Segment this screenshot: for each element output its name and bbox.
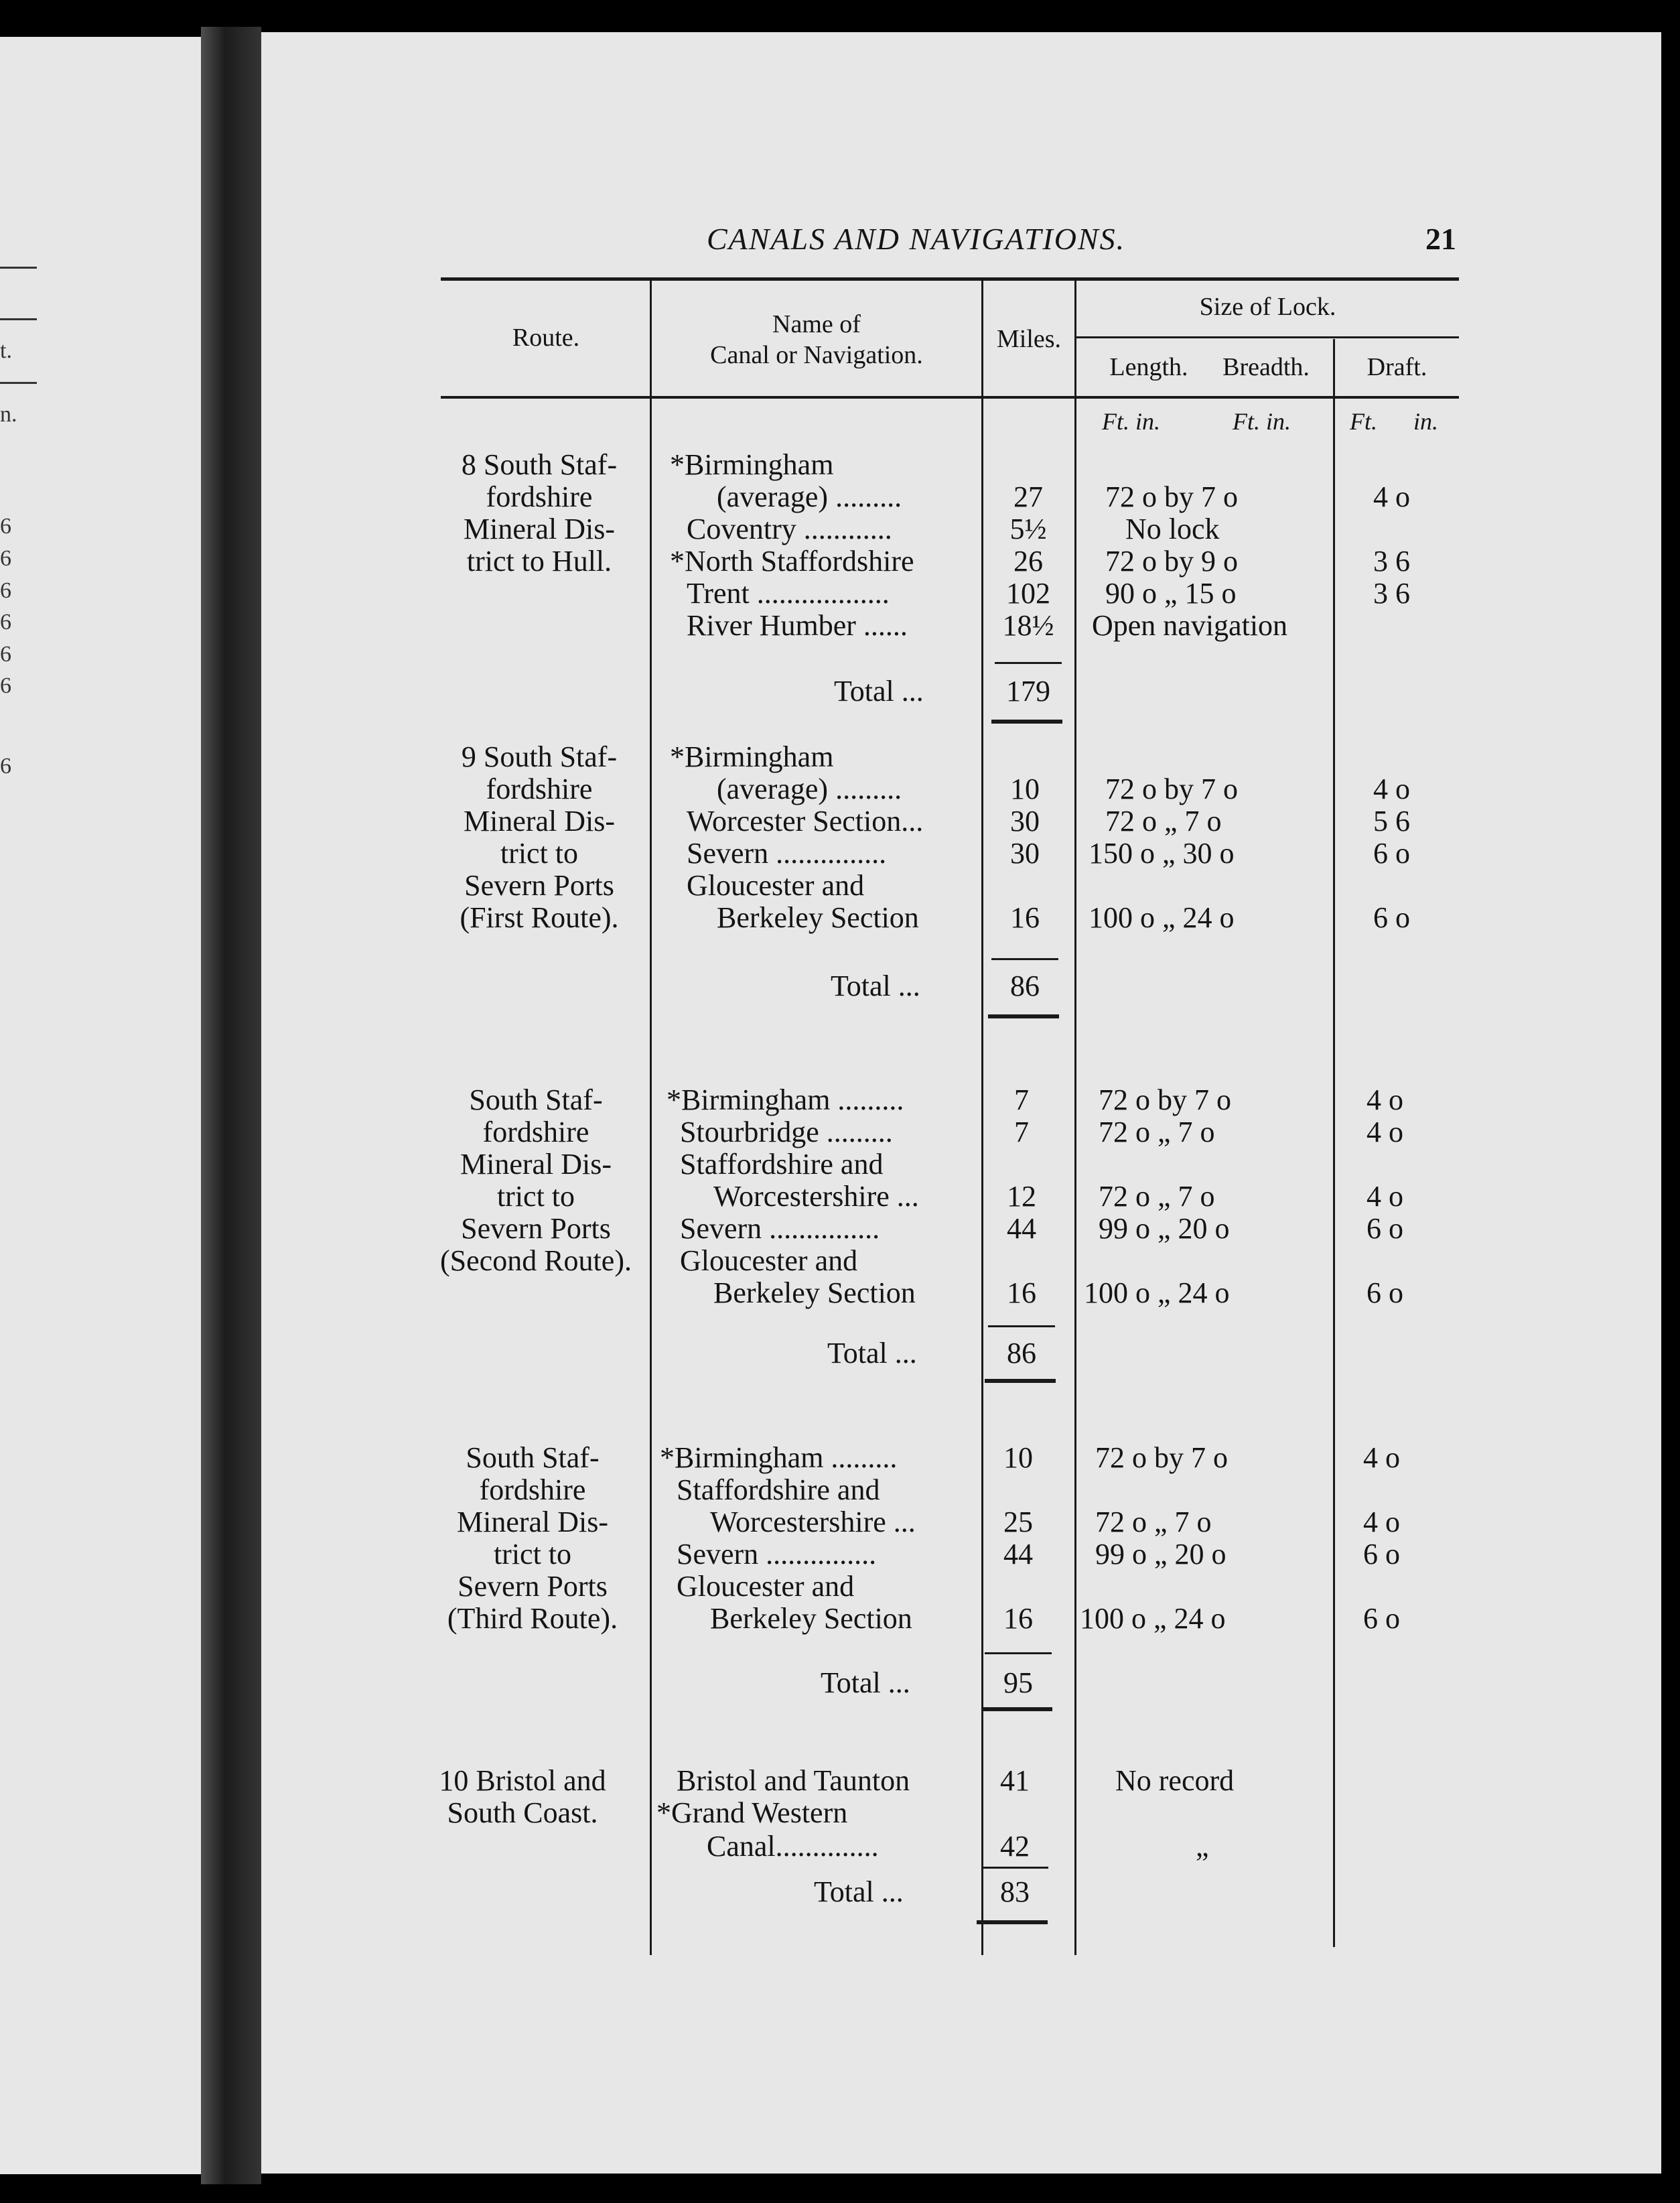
miles-value: 25 xyxy=(1003,1506,1033,1538)
total-label: Total ... xyxy=(814,1875,904,1908)
miles-value: 30 xyxy=(1010,837,1040,870)
miles-value: 10 xyxy=(1010,773,1040,805)
miles-value: 44 xyxy=(1003,1538,1033,1571)
lock-size: No record xyxy=(1115,1764,1235,1797)
route-header: Route. xyxy=(512,324,580,352)
draft-value: 4 o xyxy=(1367,1116,1403,1148)
draft-value: 4 o xyxy=(1363,1506,1400,1538)
draft-value: 6 o xyxy=(1363,1538,1400,1571)
canal-name: Severn ............... xyxy=(680,1212,880,1245)
miles-value: 7 xyxy=(1014,1083,1029,1116)
lock-size: 90 o „ 15 o xyxy=(1105,577,1237,610)
miles-value: 18½ xyxy=(1002,609,1054,642)
canal-name: Severn ............... xyxy=(677,1538,877,1571)
left-page-mark: 6 xyxy=(0,642,11,667)
table-top-rule xyxy=(441,277,1459,281)
route-line: (Second Route). xyxy=(440,1244,632,1277)
canal-name: *Birmingham xyxy=(670,448,834,481)
route-line: South Staf- xyxy=(466,1441,600,1474)
lock-size: 100 o „ 24 o xyxy=(1080,1602,1226,1635)
route-line: (First Route). xyxy=(460,901,619,934)
breadth-header: Breadth. xyxy=(1222,353,1310,381)
draft-value: 6 o xyxy=(1373,837,1410,870)
miles-value: 12 xyxy=(1007,1180,1036,1213)
route-line: fordshire xyxy=(479,1473,586,1506)
canal-name: Staffordshire and xyxy=(677,1473,880,1506)
draft-value: 3 6 xyxy=(1373,577,1410,610)
total-value: 86 xyxy=(1010,970,1040,1002)
draft-value: 4 o xyxy=(1367,1180,1403,1213)
canal-name: River Humber ...... xyxy=(687,609,908,642)
miles-value: 16 xyxy=(1003,1602,1033,1635)
lock-size: No lock xyxy=(1125,513,1220,545)
left-page-mark: 6 xyxy=(0,546,11,571)
draft-value: 6 o xyxy=(1367,1212,1403,1245)
column-divider xyxy=(1333,339,1335,1947)
left-page-mark: t. xyxy=(0,338,12,363)
route-line: trict to xyxy=(496,1180,575,1213)
route-line: (Third Route). xyxy=(447,1602,618,1635)
total-value: 83 xyxy=(1000,1875,1030,1908)
canal-name: *Birmingham ......... xyxy=(667,1083,904,1116)
route-line: Severn Ports xyxy=(461,1212,611,1245)
route-line: 9 South Staf- xyxy=(461,740,618,773)
canal-name: Worcestershire ... xyxy=(710,1506,916,1538)
draft-value: 6 o xyxy=(1367,1276,1403,1309)
canal-name: Berkeley Section xyxy=(717,901,919,934)
left-page-rule xyxy=(0,267,37,269)
draft-value: 3 6 xyxy=(1373,545,1410,578)
previous-page-edge xyxy=(0,37,201,2174)
canal-name: Coventry ............ xyxy=(687,513,892,545)
route-line: Severn Ports xyxy=(458,1570,608,1603)
canal-name: Canal.............. xyxy=(707,1830,879,1863)
canal-name: Staffordshire and xyxy=(680,1148,884,1181)
canal-name: *Grand Western xyxy=(656,1796,848,1829)
miles-value: 16 xyxy=(1010,901,1040,934)
header-bottom-rule xyxy=(441,396,1459,399)
miles-value: 41 xyxy=(1000,1764,1030,1797)
canal-name: (average) ......... xyxy=(717,773,902,805)
canal-name: Trent .................. xyxy=(687,577,890,610)
route-line: fordshire xyxy=(482,1116,589,1148)
book-gutter-shadow xyxy=(201,27,261,2184)
size-of-lock-header: Size of Lock. xyxy=(1199,293,1336,321)
miles-value: 30 xyxy=(1010,805,1040,838)
route-line: Severn Ports xyxy=(464,869,614,902)
total-bottom-rule xyxy=(988,1014,1059,1018)
draft-value: 5 6 xyxy=(1373,805,1410,838)
draft-value: 4 o xyxy=(1367,1083,1403,1116)
total-top-rule xyxy=(995,662,1062,664)
lock-size: 72 o by 7 o xyxy=(1105,773,1238,805)
total-value: 179 xyxy=(1006,675,1050,708)
draft-header: Draft. xyxy=(1367,353,1427,381)
canal-name: Severn ............... xyxy=(687,837,887,870)
lock-size: Open navigation xyxy=(1092,609,1288,642)
left-page-rule xyxy=(0,318,37,320)
left-page-mark: 6 xyxy=(0,578,11,603)
lock-size: 72 o „ 7 o xyxy=(1099,1116,1215,1148)
lock-size: 99 o „ 20 o xyxy=(1099,1212,1230,1245)
left-page-mark: n. xyxy=(0,402,17,427)
lock-size: 72 o „ 7 o xyxy=(1099,1180,1215,1213)
route-line: trict to Hull. xyxy=(466,545,612,578)
breadth-units: Ft. in. xyxy=(1233,408,1291,435)
left-page-mark: 6 xyxy=(0,610,11,635)
column-divider xyxy=(981,280,983,1955)
canal-name: Gloucester and xyxy=(677,1570,855,1603)
left-page-rule xyxy=(0,382,37,384)
lock-size: 99 o „ 20 o xyxy=(1095,1538,1227,1571)
route-line: 8 South Staf- xyxy=(461,448,618,481)
route-line: Mineral Dis- xyxy=(463,805,616,838)
total-label: Total ... xyxy=(834,675,924,708)
total-bottom-rule xyxy=(991,720,1062,724)
left-page-mark: 6 xyxy=(0,754,11,779)
canal-name: Worcestershire ... xyxy=(713,1180,919,1213)
canal-name: *Birmingham ......... xyxy=(660,1441,898,1474)
draft-value: 4 o xyxy=(1373,480,1410,513)
canal-name: Bristol and Taunton xyxy=(677,1764,910,1797)
miles-header: Miles. xyxy=(996,325,1062,353)
canal-name: Berkeley Section xyxy=(713,1276,916,1309)
total-top-rule xyxy=(985,1652,1052,1654)
lock-size: 72 o by 7 o xyxy=(1099,1083,1231,1116)
draft-value: 6 o xyxy=(1363,1602,1400,1635)
total-bottom-rule xyxy=(985,1379,1056,1383)
lock-size: 72 o by 7 o xyxy=(1105,480,1238,513)
total-bottom-rule xyxy=(977,1920,1048,1924)
canal-name: *Birmingham xyxy=(670,740,834,773)
total-top-rule xyxy=(988,1325,1055,1327)
route-line: fordshire xyxy=(486,773,593,805)
lock-size: 72 o „ 7 o xyxy=(1105,805,1222,838)
miles-value: 44 xyxy=(1007,1212,1036,1245)
name-header-line1: Name of xyxy=(772,310,861,338)
miles-value: 27 xyxy=(1013,480,1043,513)
miles-value: 10 xyxy=(1003,1441,1033,1474)
left-page-mark: 6 xyxy=(0,673,11,698)
lock-size: 100 o „ 24 o xyxy=(1089,901,1235,934)
total-bottom-rule xyxy=(981,1707,1052,1711)
length-header: Length. xyxy=(1109,353,1188,381)
miles-value: 26 xyxy=(1013,545,1043,578)
draft-value: 6 o xyxy=(1373,901,1410,934)
draft-value: 4 o xyxy=(1363,1441,1400,1474)
miles-value: 16 xyxy=(1007,1276,1036,1309)
running-head: CANALS AND NAVIGATIONS. xyxy=(707,222,1126,256)
lock-size: 72 o by 7 o xyxy=(1095,1441,1228,1474)
canal-name: Stourbridge ......... xyxy=(680,1116,893,1148)
canal-name: (average) ......... xyxy=(717,480,902,513)
total-top-rule xyxy=(991,958,1058,960)
miles-value: 7 xyxy=(1014,1116,1029,1148)
lock-size: „ xyxy=(1196,1830,1209,1863)
length-units: Ft. in. xyxy=(1102,408,1160,435)
total-label: Total ... xyxy=(831,970,920,1002)
canal-name: Gloucester and xyxy=(680,1244,858,1277)
route-line: trict to xyxy=(493,1538,572,1571)
canal-name: Berkeley Section xyxy=(710,1602,912,1635)
miles-value: 5½ xyxy=(1009,513,1047,545)
size-of-lock-rule xyxy=(1075,336,1459,338)
total-value: 86 xyxy=(1007,1337,1036,1370)
total-label: Total ... xyxy=(827,1337,917,1370)
canal-name: Worcester Section... xyxy=(687,805,924,838)
draft-value: 4 o xyxy=(1373,773,1410,805)
draft-units-ft: Ft. xyxy=(1350,408,1377,435)
total-label: Total ... xyxy=(821,1666,910,1699)
column-divider xyxy=(650,280,652,1955)
book-page xyxy=(261,32,1661,2174)
miles-value: 102 xyxy=(1006,577,1050,610)
canal-name: *North Staffordshire xyxy=(670,545,914,578)
name-header-line2: Canal or Navigation. xyxy=(710,341,923,369)
route-line: Mineral Dis- xyxy=(463,513,616,545)
left-page-mark: 6 xyxy=(0,514,11,539)
lock-size: 72 o „ 7 o xyxy=(1095,1506,1212,1538)
total-value: 95 xyxy=(1003,1666,1033,1699)
canal-name: Gloucester and xyxy=(687,869,865,902)
route-line: trict to xyxy=(500,837,579,870)
route-line: 10 Bristol and xyxy=(439,1764,606,1797)
lock-size: 100 o „ 24 o xyxy=(1084,1276,1230,1309)
route-line: Mineral Dis- xyxy=(456,1506,609,1538)
total-top-rule xyxy=(981,1867,1048,1869)
column-divider xyxy=(1074,280,1076,1955)
lock-size: 72 o by 9 o xyxy=(1105,545,1238,578)
lock-size: 150 o „ 30 o xyxy=(1089,837,1235,870)
miles-value: 42 xyxy=(1000,1830,1030,1863)
route-line: Mineral Dis- xyxy=(460,1148,612,1181)
draft-units-in: in. xyxy=(1413,408,1439,435)
page-number: 21 xyxy=(1425,222,1456,256)
route-line: fordshire xyxy=(486,480,593,513)
route-line: South Staf- xyxy=(469,1083,603,1116)
route-line: South Coast. xyxy=(447,1796,598,1829)
